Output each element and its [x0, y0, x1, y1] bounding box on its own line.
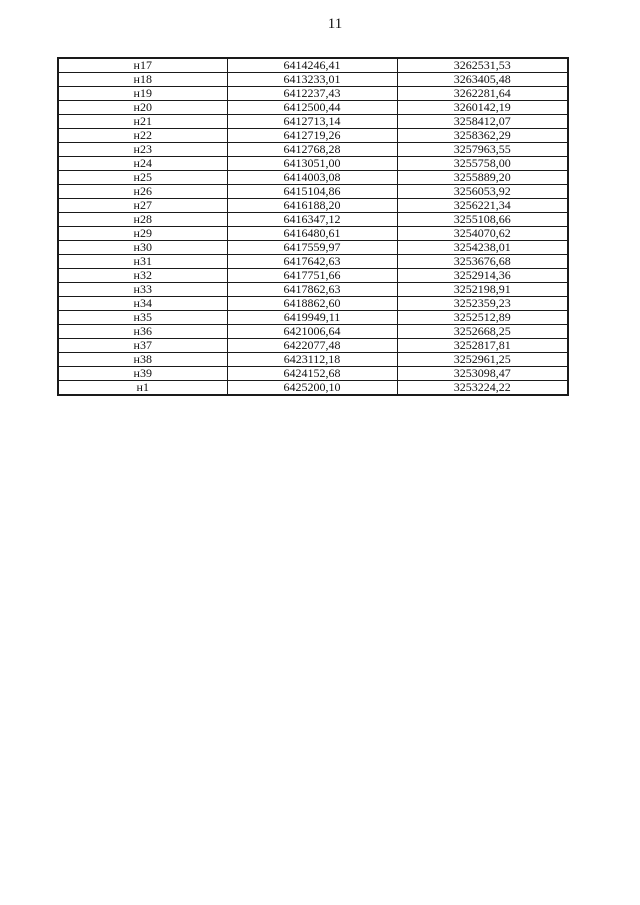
table-row	[58, 255, 568, 269]
table-row	[58, 283, 568, 297]
point-name-cell: н31	[58, 255, 227, 269]
point-name-cell: н38	[58, 353, 227, 367]
table-row	[58, 311, 568, 325]
point-name-cell: н18	[58, 73, 227, 87]
point-name-cell: н35	[58, 311, 227, 325]
table-row	[58, 269, 568, 283]
table-row	[58, 213, 568, 227]
point-name-cell: н25	[58, 171, 227, 185]
y-coordinate-cell: 3252512,89	[397, 311, 568, 325]
y-coordinate-cell: 3256053,92	[397, 185, 568, 199]
point-name-cell: н24	[58, 157, 227, 171]
table-row	[58, 381, 568, 396]
point-name-cell: н34	[58, 297, 227, 311]
y-coordinate-cell: 3262281,64	[397, 87, 568, 101]
table-row	[58, 129, 568, 143]
x-coordinate-cell: 6416480,61	[227, 227, 397, 241]
table-row	[58, 157, 568, 171]
y-coordinate-cell: 3254238,01	[397, 241, 568, 255]
y-coordinate-cell: 3253224,22	[397, 381, 568, 396]
y-coordinate-cell: 3255889,20	[397, 171, 568, 185]
x-coordinate-cell: 6417642,63	[227, 255, 397, 269]
x-coordinate-cell: 6417862,63	[227, 283, 397, 297]
x-coordinate-cell: 6412719,26	[227, 129, 397, 143]
point-name-cell: н36	[58, 325, 227, 339]
point-name-cell: н21	[58, 115, 227, 129]
point-name-cell: н17	[58, 58, 227, 73]
table-row	[58, 171, 568, 185]
point-name-cell: н28	[58, 213, 227, 227]
x-coordinate-cell: 6418862,60	[227, 297, 397, 311]
point-name-cell: н27	[58, 199, 227, 213]
point-name-cell: н33	[58, 283, 227, 297]
x-coordinate-cell: 6412768,28	[227, 143, 397, 157]
coordinates-table	[57, 57, 569, 396]
y-coordinate-cell: 3252914,36	[397, 269, 568, 283]
table-row	[58, 185, 568, 199]
table-row	[58, 58, 568, 73]
y-coordinate-cell: 3252817,81	[397, 339, 568, 353]
x-coordinate-cell: 6415104,86	[227, 185, 397, 199]
page-number: 11	[327, 16, 343, 32]
table-row	[58, 353, 568, 367]
x-coordinate-cell: 6419949,11	[227, 311, 397, 325]
point-name-cell: н19	[58, 87, 227, 101]
x-coordinate-cell: 6421006,64	[227, 325, 397, 339]
y-coordinate-cell: 3252668,25	[397, 325, 568, 339]
table-row	[58, 367, 568, 381]
x-coordinate-cell: 6425200,10	[227, 381, 397, 396]
point-name-cell: н37	[58, 339, 227, 353]
coordinates-table-body	[58, 58, 568, 395]
x-coordinate-cell: 6412500,44	[227, 101, 397, 115]
x-coordinate-cell: 6422077,48	[227, 339, 397, 353]
y-coordinate-cell: 3262531,53	[397, 58, 568, 73]
table-row	[58, 325, 568, 339]
point-name-cell: н30	[58, 241, 227, 255]
table-row	[58, 241, 568, 255]
table-row	[58, 87, 568, 101]
x-coordinate-cell: 6416347,12	[227, 213, 397, 227]
y-coordinate-cell: 3258412,07	[397, 115, 568, 129]
table-row	[58, 297, 568, 311]
table-row	[58, 115, 568, 129]
x-coordinate-cell: 6414003,08	[227, 171, 397, 185]
y-coordinate-cell: 3256221,34	[397, 199, 568, 213]
x-coordinate-cell: 6416188,20	[227, 199, 397, 213]
point-name-cell: н26	[58, 185, 227, 199]
y-coordinate-cell: 3257963,55	[397, 143, 568, 157]
x-coordinate-cell: 6423112,18	[227, 353, 397, 367]
y-coordinate-cell: 3252961,25	[397, 353, 568, 367]
x-coordinate-cell: 6412237,43	[227, 87, 397, 101]
x-coordinate-cell: 6414246,41	[227, 58, 397, 73]
point-name-cell: н32	[58, 269, 227, 283]
table-row	[58, 101, 568, 115]
table-row	[58, 73, 568, 87]
table-row	[58, 199, 568, 213]
point-name-cell: н29	[58, 227, 227, 241]
point-name-cell: н1	[58, 381, 227, 396]
x-coordinate-cell: 6412713,14	[227, 115, 397, 129]
y-coordinate-cell: 3252359,23	[397, 297, 568, 311]
y-coordinate-cell: 3252198,91	[397, 283, 568, 297]
y-coordinate-cell: 3254070,62	[397, 227, 568, 241]
table-row	[58, 339, 568, 353]
x-coordinate-cell: 6413233,01	[227, 73, 397, 87]
x-coordinate-cell: 6424152,68	[227, 367, 397, 381]
point-name-cell: н20	[58, 101, 227, 115]
point-name-cell: н22	[58, 129, 227, 143]
table-row	[58, 227, 568, 241]
x-coordinate-cell: 6417559,97	[227, 241, 397, 255]
point-name-cell: н39	[58, 367, 227, 381]
x-coordinate-cell: 6413051,00	[227, 157, 397, 171]
table-row	[58, 143, 568, 157]
y-coordinate-cell: 3258362,29	[397, 129, 568, 143]
y-coordinate-cell: 3260142,19	[397, 101, 568, 115]
y-coordinate-cell: 3253676,68	[397, 255, 568, 269]
y-coordinate-cell: 3255108,66	[397, 213, 568, 227]
y-coordinate-cell: 3253098,47	[397, 367, 568, 381]
y-coordinate-cell: 3263405,48	[397, 73, 568, 87]
y-coordinate-cell: 3255758,00	[397, 157, 568, 171]
point-name-cell: н23	[58, 143, 227, 157]
x-coordinate-cell: 6417751,66	[227, 269, 397, 283]
